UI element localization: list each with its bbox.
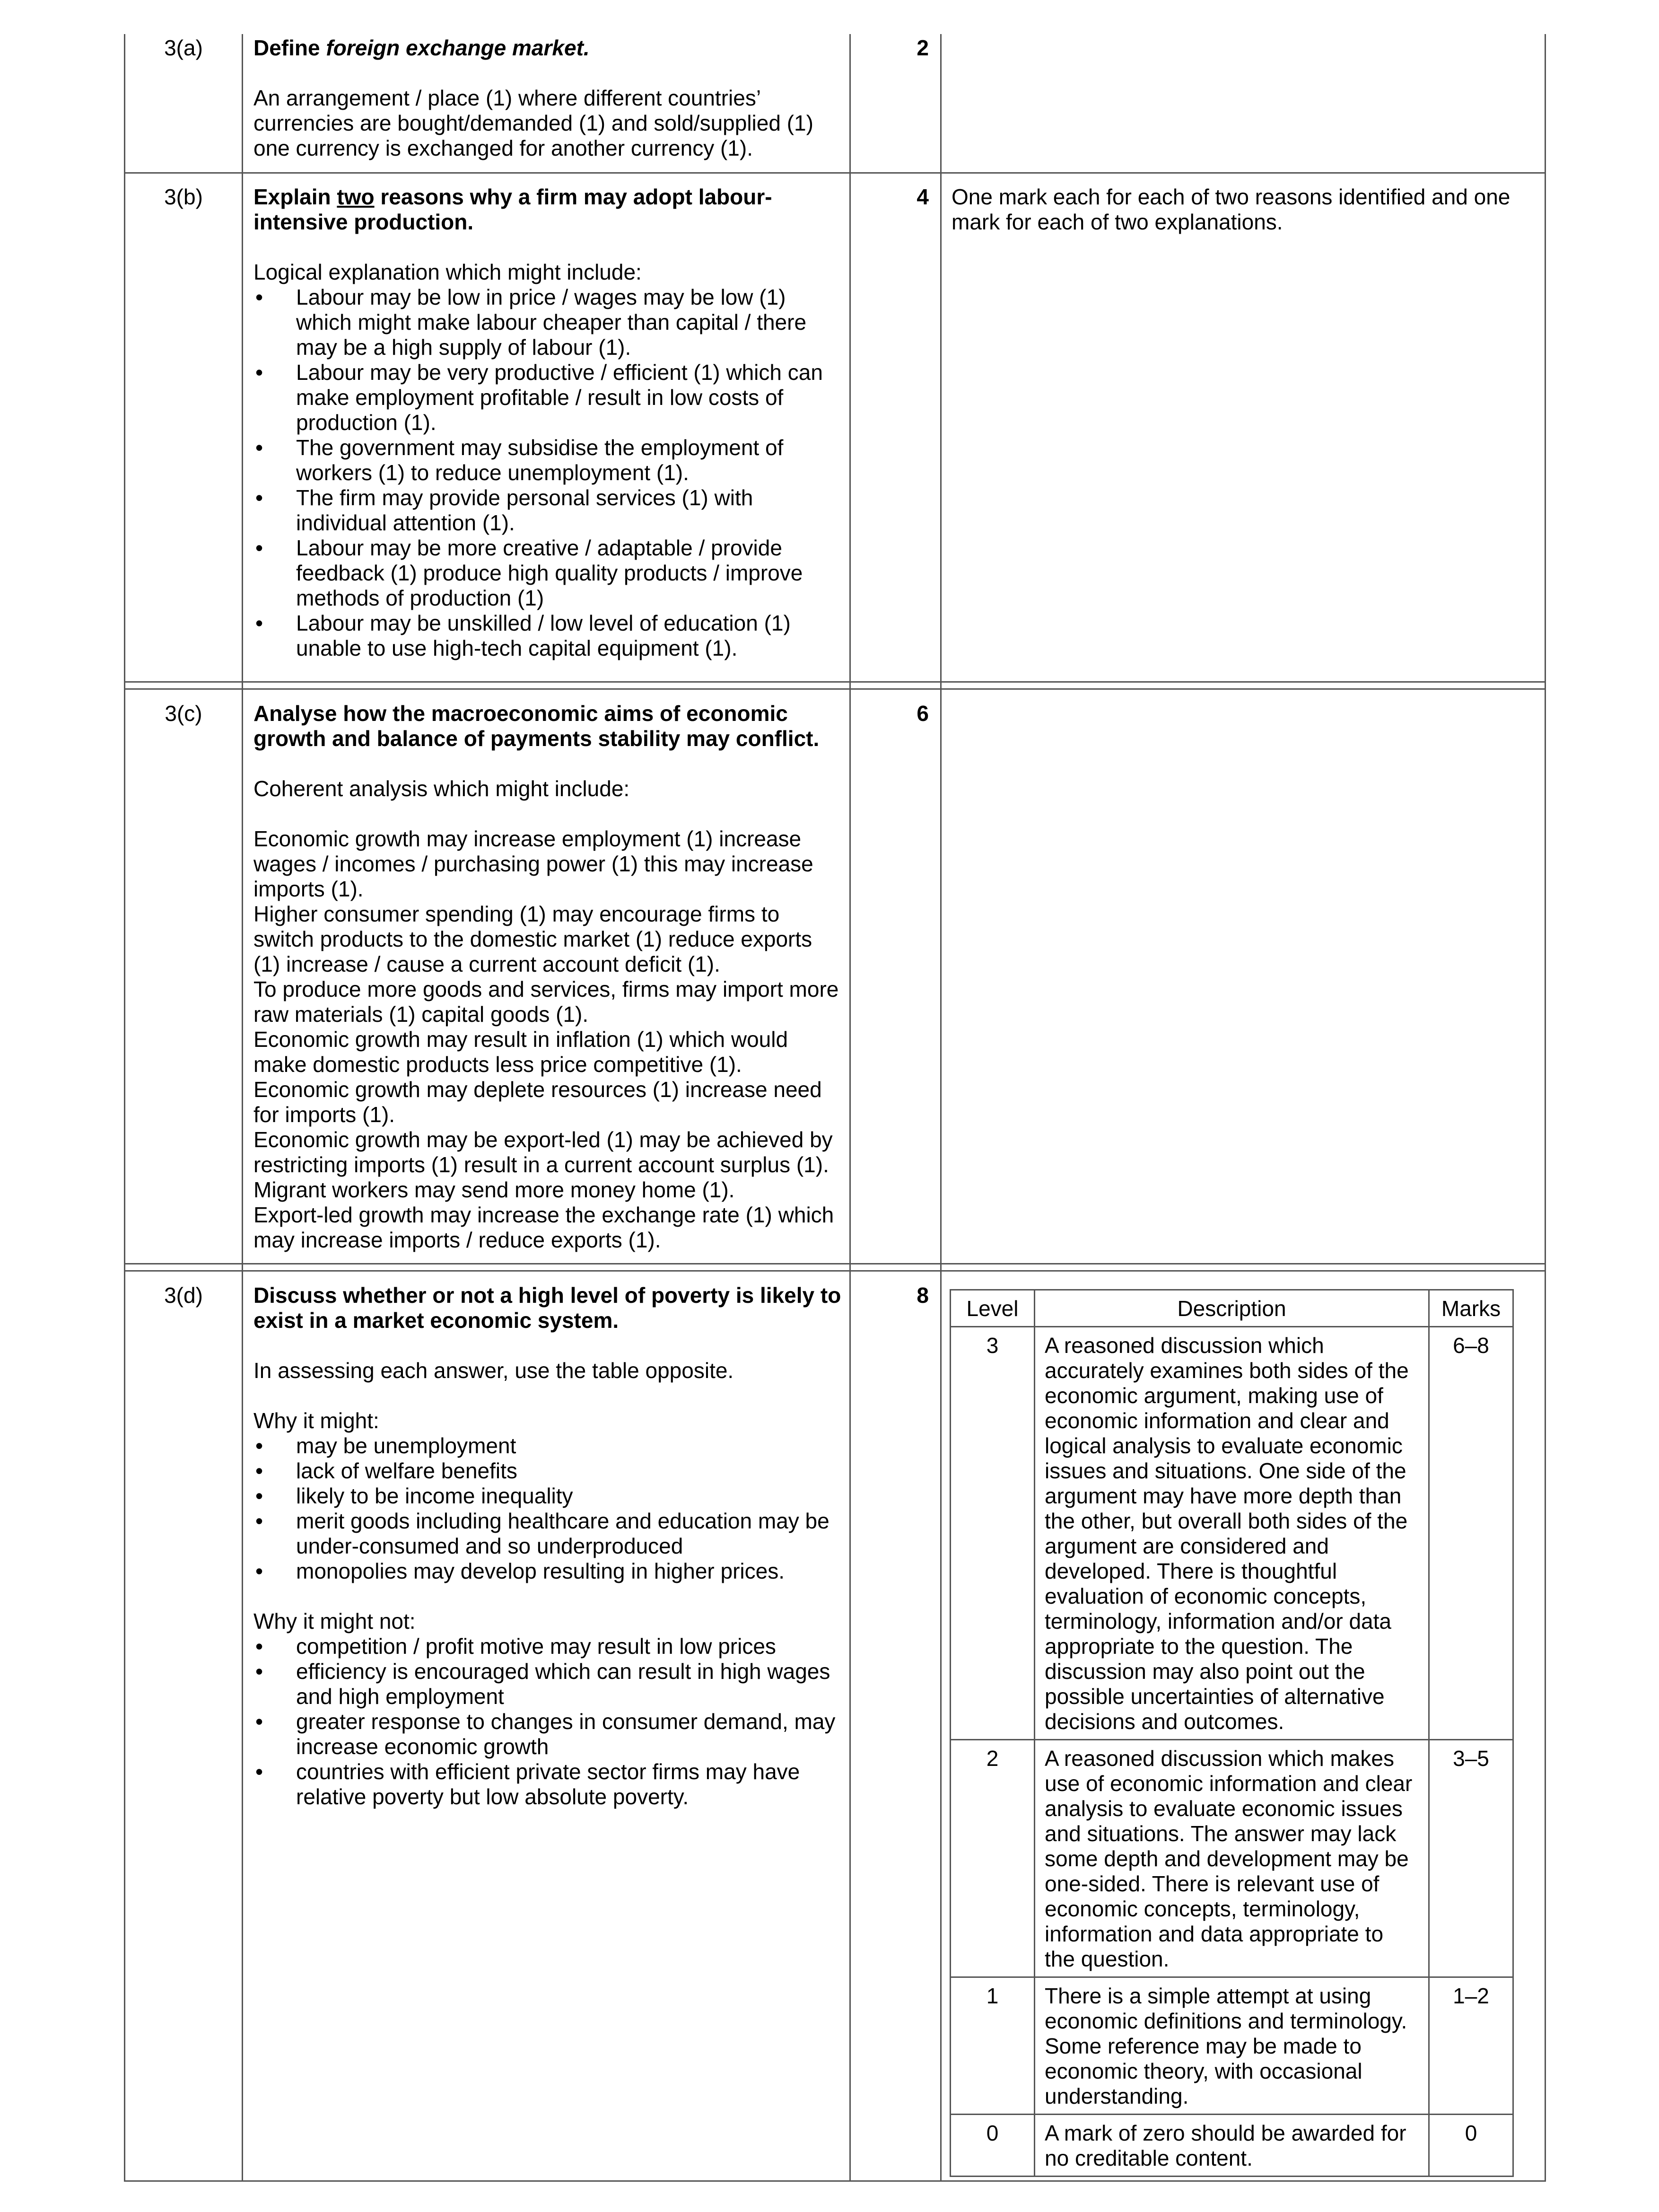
table-row <box>951 1740 1513 1977</box>
list-item: • The firm may provide personal services (1) with individual attention (1). <box>253 485 833 535</box>
description-cell: A reasoned discussion which makes use of economic information and clear analysis to evaluate economic issues and situations. The answer may lack some depth and development may be one-sided. There is relevant use of economic concepts, terminology, information and data appropriate to the question. <box>1035 1740 1429 1977</box>
question-title-text: Define <box>253 35 326 60</box>
list-item: • Labour may be very productive / efficient (1) which can make employment profitable / result in low costs of production (1). <box>253 360 833 435</box>
answer-text: An arrangement / place (1) where different countries’ currencies are bought/demanded (1) and sold/supplied (1) one currency is exchanged for another currency (1). <box>253 86 813 160</box>
row-separator-c-d-double <box>124 1270 1546 1272</box>
answer-line: Export-led growth may increase the exchange rate (1) which may increase imports / reduce exports (1). <box>253 1203 834 1252</box>
column-header-marks: Marks <box>1429 1290 1513 1327</box>
levels-table <box>950 1289 1514 2177</box>
answer-bullet-list <box>253 285 833 661</box>
list-item: • Labour may be unskilled / low level of education (1) unable to use high-tech capital equipment (1). <box>253 611 833 661</box>
row-separator-a-b <box>124 172 1546 174</box>
row-separator-b-c-double <box>124 688 1546 690</box>
list-item: • lack of welfare benefits <box>253 1458 842 1483</box>
answer-line: Higher consumer spending (1) may encourage firms to switch products to the domestic market (1) reduce exports (1) increase / cause a current account deficit (1). <box>253 902 812 976</box>
table-border-bottom <box>124 2180 1546 2182</box>
answer-intro: Logical explanation which might include: <box>253 260 642 284</box>
table-border-left <box>124 34 125 2182</box>
question-number: 3(c) <box>165 701 202 726</box>
row-separator-b-c <box>124 681 1546 683</box>
list-item: • countries with efficient private sector firms may have relative poverty but low absolute poverty. <box>253 1759 842 1809</box>
marks-value: 2 <box>917 35 929 60</box>
answer-line: To produce more goods and services, firms may import more raw materials (1) capital goods (1). <box>253 977 839 1027</box>
levels-table-header <box>951 1290 1513 1327</box>
marks-value: 4 <box>917 184 929 209</box>
list-item: • may be unemployment <box>253 1433 842 1458</box>
level-cell: 0 <box>951 2115 1035 2177</box>
answer-line: Economic growth may result in inflation (1) which would make domestic products less price competitive (1). <box>253 1027 788 1077</box>
answer-cell-3c <box>253 701 842 1253</box>
answer-intro: Coherent analysis which might include: <box>253 776 630 801</box>
list-item: • monopolies may develop resulting in higher prices. <box>253 1559 842 1584</box>
answer-cell-3b <box>253 184 833 661</box>
description-cell: A mark of zero should be awarded for no creditable content. <box>1035 2115 1429 2177</box>
marks-cell: 0 <box>1429 2115 1513 2177</box>
list-item: • greater response to changes in consumer demand, may increase economic growth <box>253 1709 842 1759</box>
question-title: Analyse how the macroeconomic aims of economic growth and balance of payments stability may conflict. <box>253 701 820 751</box>
answer-line: Migrant workers may send more money home (1). <box>253 1177 735 1202</box>
subheading-why-it-might-not: Why it might not: <box>253 1609 416 1633</box>
column-divider-marks <box>940 34 942 2182</box>
why-it-might-not-list <box>253 1634 842 1809</box>
question-title-emphasis: two <box>337 184 375 209</box>
answer-line: Economic growth may be export-led (1) may be achieved by restricting imports (1) result in a current account surplus (1). <box>253 1127 833 1177</box>
question-title-text: reasons why a firm may adopt labour-intensive production. <box>253 184 772 234</box>
list-item: • merit goods including healthcare and education may be under-consumed and so underproduced <box>253 1509 842 1559</box>
marks-cell: 6–8 <box>1429 1327 1513 1740</box>
row-separator-c-d <box>124 1263 1546 1264</box>
column-divider-answer <box>849 34 851 2182</box>
column-divider-question <box>242 34 243 2182</box>
list-item: • Labour may be low in price / wages may be low (1) which might make labour cheaper than capital / there may be a high supply of labour (1). <box>253 285 833 360</box>
table-border-right <box>1545 34 1546 2182</box>
question-number: 3(b) <box>164 184 203 209</box>
description-cell: A reasoned discussion which accurately examines both sides of the economic argument, making use of economic information and clear and logical analysis to evaluate economic issues and situations. One side of the argument may have more depth than the other, but overall both sides of the argument are considered and developed. There is thoughtful evaluation of economic concepts, terminology, information and/or data appropriate to the question. The discussion may also point out the possible uncertainties of alternative decisions and outcomes. <box>1035 1327 1429 1740</box>
table-row <box>951 1977 1513 2115</box>
answer-line: Economic growth may deplete resources (1) increase need for imports (1). <box>253 1077 822 1127</box>
why-it-might-list <box>253 1433 842 1584</box>
list-item: • efficiency is encouraged which can result in high wages and high employment <box>253 1659 842 1709</box>
list-item: • Labour may be more creative / adaptable / provide feedback (1) produce high quality products / improve methods of production (1) <box>253 535 833 611</box>
list-item: • The government may subsidise the employment of workers (1) to reduce unemployment (1). <box>253 435 833 485</box>
level-cell: 3 <box>951 1327 1035 1740</box>
description-cell: There is a simple attempt at using economic definitions and terminology. Some reference may be made to economic theory, with occasional understanding. <box>1035 1977 1429 2115</box>
answer-cell-3a <box>253 35 840 161</box>
list-item: • competition / profit motive may result in low prices <box>253 1634 842 1659</box>
question-title <box>253 184 833 235</box>
question-title: Discuss whether or not a high level of poverty is likely to exist in a market economic system. <box>253 1283 841 1333</box>
answer-line: Economic growth may increase employment (1) increase wages / incomes / purchasing power (1) this may increase imports (1). <box>253 826 813 901</box>
level-cell: 1 <box>951 1977 1035 2115</box>
table-row <box>951 2115 1513 2177</box>
marks-value: 6 <box>917 701 929 726</box>
marks-value: 8 <box>917 1283 929 1308</box>
question-title <box>253 35 840 61</box>
table-row <box>951 1327 1513 1740</box>
marks-cell: 3–5 <box>1429 1740 1513 1977</box>
question-title-term: foreign exchange market. <box>326 35 590 60</box>
column-header-description: Description <box>1035 1290 1429 1327</box>
marks-cell: 1–2 <box>1429 1977 1513 2115</box>
guidance-text: One mark each for each of two reasons identified and one mark for each of two explanations. <box>952 184 1511 234</box>
column-header-level: Level <box>951 1290 1035 1327</box>
list-item: • likely to be income inequality <box>253 1483 842 1509</box>
question-title-text: Explain <box>253 184 337 209</box>
answer-intro: In assessing each answer, use the table opposite. <box>253 1358 734 1383</box>
answer-cell-3d <box>253 1283 842 1809</box>
subheading-why-it-might: Why it might: <box>253 1408 379 1433</box>
question-number: 3(a) <box>164 35 203 60</box>
question-number: 3(d) <box>164 1283 203 1308</box>
level-cell: 2 <box>951 1740 1035 1977</box>
